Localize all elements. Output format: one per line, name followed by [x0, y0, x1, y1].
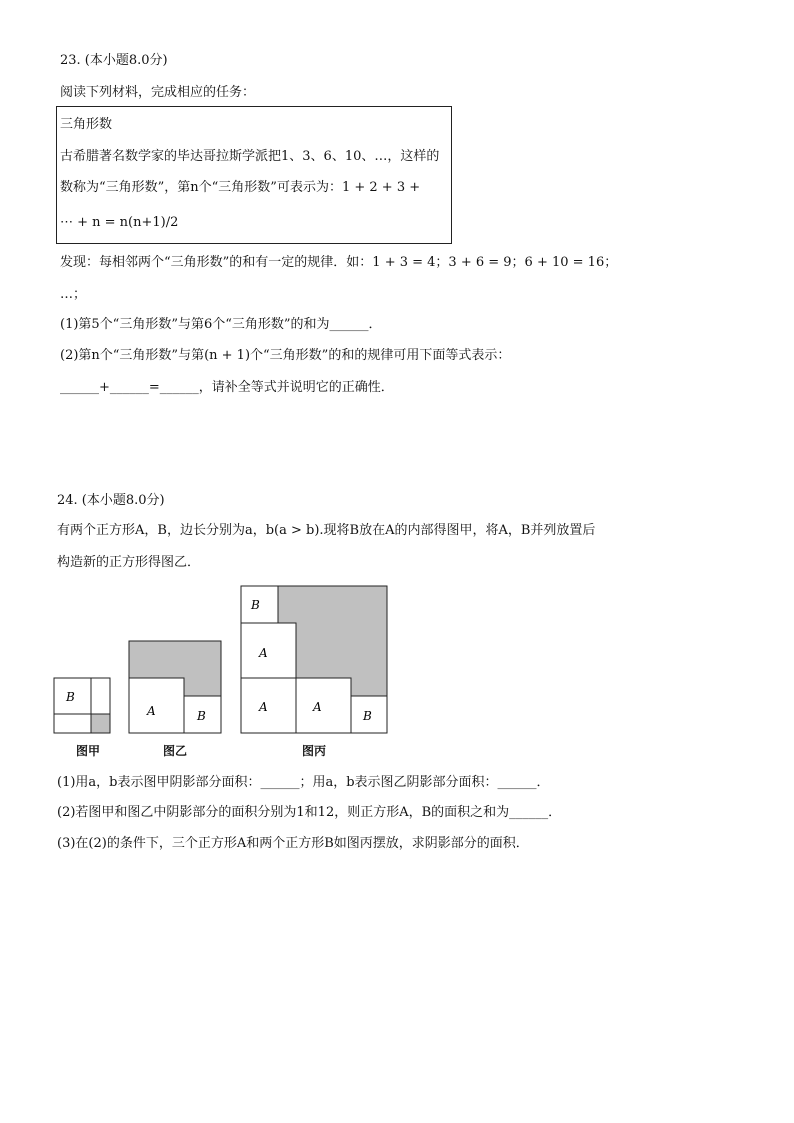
figure-yi	[129, 641, 221, 733]
material-line-1: 古希腊著名数学家的毕达哥拉斯学派把1、3、6、10、…，这样的	[60, 149, 440, 164]
bing-square-a-mid-label: A	[259, 646, 268, 660]
bing-square-a-bottom-left-label: A	[259, 700, 268, 714]
q24-task-2: (2)若图甲和图乙中阴影部分的面积分别为1和12，则正方形A，B的面积之和为______．	[57, 805, 562, 820]
q23-discover: 发现：每相邻两个“三角形数”的和有一定的规律．如：1 + 3 = 4；3 + 6 = 9；6 + 10 = 16；	[60, 255, 618, 270]
q23-task-2-cont: ______+______=______，请补全等式并说明它的正确性．	[60, 380, 394, 395]
figure-jia	[54, 678, 110, 733]
q24-intro-2: 构造新的正方形得图乙．	[57, 555, 201, 570]
figure-bing	[241, 586, 387, 733]
figure-label-bing: 图丙	[301, 744, 326, 758]
q24-header: 24. (本小题8.0分)	[57, 493, 165, 508]
material-line-2: 数称为“三角形数”，第n个“三角形数”可表示为：1 + 2 + 3 +	[60, 180, 421, 195]
figure-label-yi: 图乙	[162, 744, 187, 758]
q24-task-3: (3)在(2)的条件下，三个正方形A和两个正方形B如图丙摆放，求阴影部分的面积．	[57, 836, 529, 851]
q23-task-1: (1)第5个“三角形数”与第6个“三角形数”的和为______．	[60, 317, 382, 332]
material-line-3: ⋯ + n = n(n+1)/2	[60, 215, 179, 230]
jia-square-b-label: B	[66, 690, 75, 704]
figures	[0, 580, 794, 760]
bing-square-b-bottom-right-label: B	[363, 709, 372, 723]
q23-discover-cont: …；	[60, 287, 87, 302]
q23-intro: 阅读下列材料，完成相应的任务：	[60, 85, 256, 100]
figure-label-jia: 图甲	[75, 744, 100, 758]
yi-square-b-label: B	[197, 709, 206, 723]
q24-task-1: (1)用a，b表示图甲阴影部分面积：______；用a，b表示图乙阴影部分面积：______．	[57, 775, 550, 790]
bing-square-a-bottom-mid-label: A	[313, 700, 322, 714]
q23-task-2: (2)第n个“三角形数”与第(n + 1)个“三角形数”的和的规律可用下面等式表示：	[60, 348, 511, 363]
q23-header: 23. (本小题8.0分)	[60, 53, 168, 68]
material-title: 三角形数	[60, 117, 113, 132]
yi-square-a-label: A	[147, 704, 156, 718]
bing-square-b-top-label: B	[251, 598, 260, 612]
q24-intro-1: 有两个正方形A，B，边长分别为a，b(a > b).现将B放在A的内部得图甲，将A，B并列放置后	[57, 523, 596, 538]
